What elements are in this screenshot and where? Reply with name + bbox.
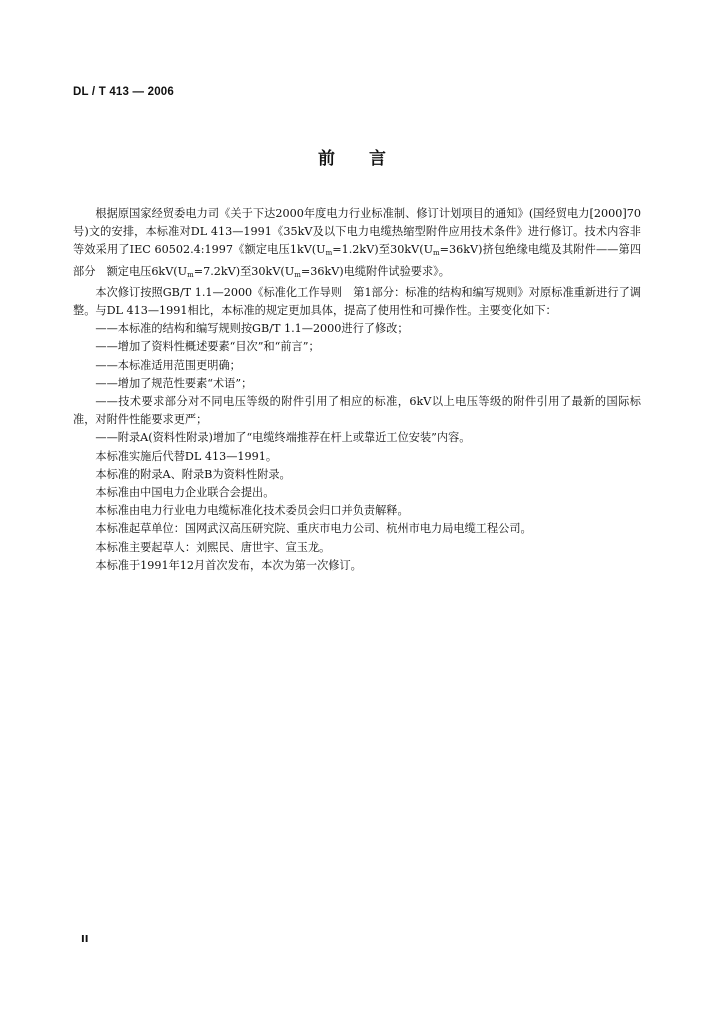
change-item-4: ——增加了规范性要素“术语”； (95, 376, 253, 390)
text-run: =7.2kV)至30kV(U (193, 264, 295, 278)
change-item-2: ——增加了资料性概述要素“目次”和“前言”； (95, 340, 320, 354)
title-char-2: 言 (369, 149, 386, 169)
text-run: =36kV)挤包绝缘电缆及其附件——第四部分 额定电压6kV(U (73, 243, 642, 278)
subscript: m (187, 270, 194, 279)
text-run: 根据原国家经贸委电力司《关于下达2000年度电力行业标准制、修订计划项目的通知》(国经贸电力[2000]70号)文的安排，本标准对DL 413—1991《35kV及以下电力电缆热缩型附件应用技术条件》进行修订。技术内容非等效采用了IEC 60502.4:1997《额定电压1kV(U (73, 207, 641, 257)
standard-number: DL / T 413 — 2006 (73, 86, 174, 98)
change-item-1: ——本标准的结构和编写规则按GB/T 1.1—2000进行了修改； (95, 322, 409, 336)
paragraph-replaces: 本标准实施后代替DL 413—1991。 (95, 449, 278, 463)
paragraph-administered-by: 本标准由电力行业电力电缆标准化技术委员会归口并负责解释。 (95, 504, 409, 518)
text-run: =36kV)电缆附件试验要求》。 (300, 264, 450, 278)
paragraph-annexes: 本标准的附录A、附录B为资料性附录。 (95, 467, 291, 481)
paragraph-drafting-units: 本标准起草单位：国网武汉高压研究院、重庆市电力公司、杭州市电力局电缆工程公司。 (95, 522, 532, 536)
change-item-6: ——附录A(资料性附录)增加了“电缆终端推荐在杆上或靠近工位安装”内容。 (95, 431, 471, 445)
subscript: m (325, 249, 333, 258)
paragraph-proposed-by: 本标准由中国电力企业联合会提出。 (95, 486, 275, 500)
paragraph-revision-basis (73, 205, 641, 284)
subscript: m (433, 249, 440, 258)
change-item-5: ——技术要求部分对不同电压等级的附件引用了相应的标准，6kV以上电压等级的附件引用了最新的国际标准，对附件性能要求更严； (73, 395, 641, 427)
title-char-1: 前 (318, 149, 335, 169)
paragraph-release-history: 本标准于1991年12月首次发布，本次为第一次修订。 (95, 558, 362, 572)
paragraph-revision-summary: 本次修订按照GB/T 1.1—2000《标准化工作导则 第1部分：标准的结构和编写规则》对原标准重新进行了调整。与DL 413—1991相比，本标准的规定更加具体，提高了使用性和可操作性。主要变化如下： (73, 285, 641, 318)
subscript: m (294, 270, 301, 279)
page-number: II (81, 934, 89, 945)
foreword-body (73, 205, 641, 575)
change-item-3: ——本标准适用范围更明确； (95, 358, 241, 372)
page-title (0, 144, 704, 169)
text-run: =1.2kV)至30kV(U (332, 243, 434, 257)
paragraph-drafters: 本标准主要起草人：刘熙民、唐世宇、宣玉龙。 (95, 540, 331, 554)
